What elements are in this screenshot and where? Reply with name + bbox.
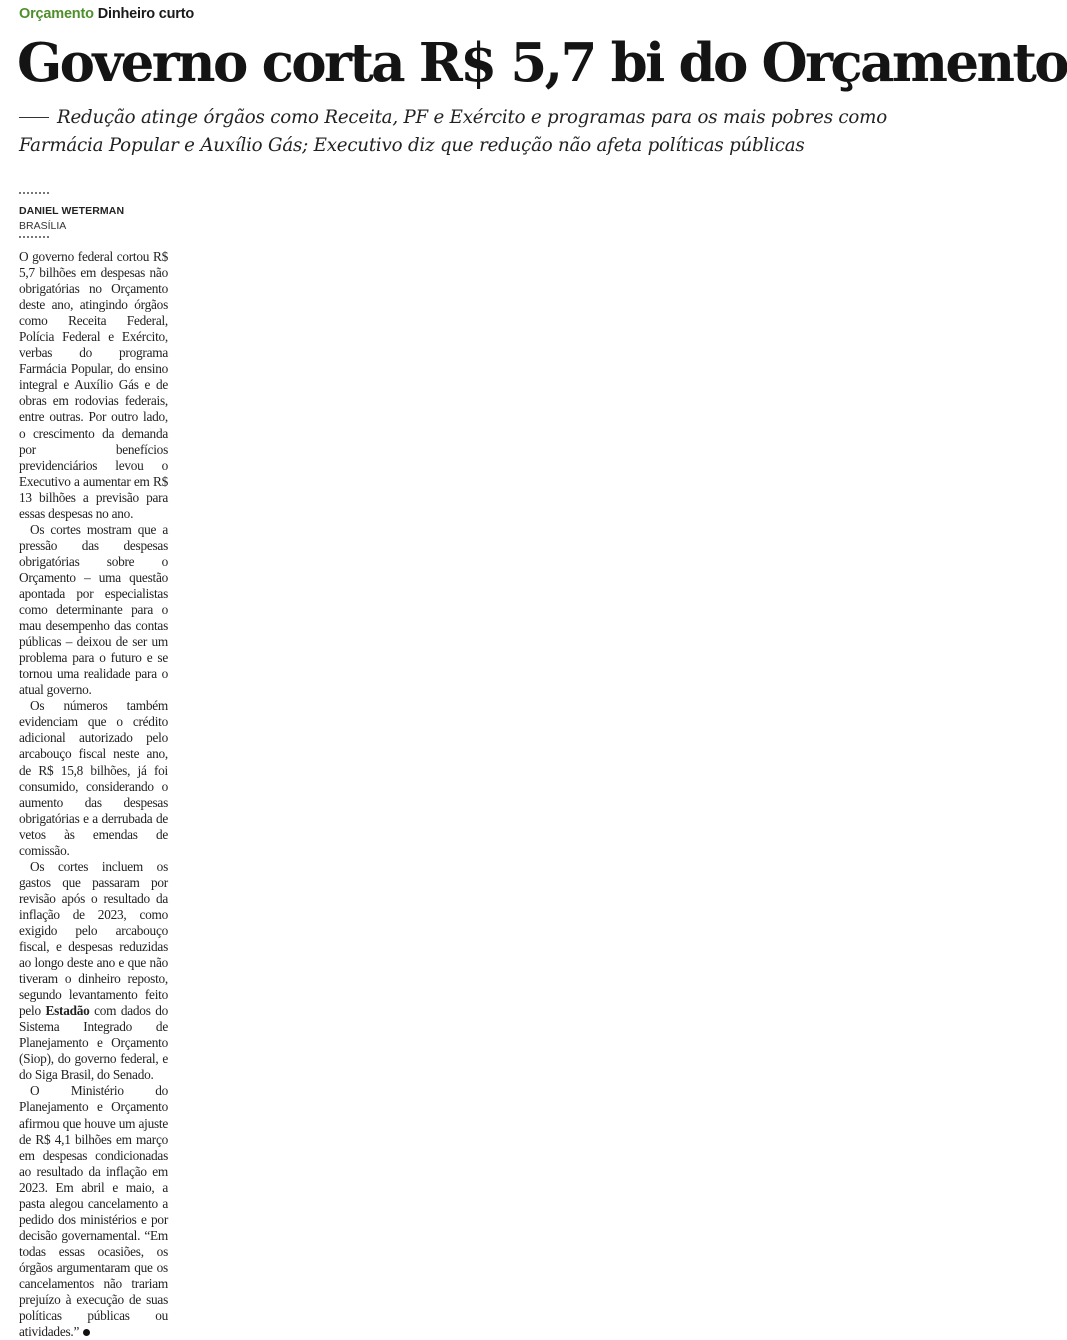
- byline-author: DANIEL WETERMAN: [19, 205, 125, 217]
- kicker: [19, 6, 194, 22]
- topic-label: Dinheiro curto: [97, 6, 195, 22]
- paragraph-text: Os cortes incluem os gastos que passaram por revisão após o resultado da inflação de 2023, como exigido pelo arcabouço fiscal, e despesas reduzidas ao longo deste ano e que não tiveram o dinheiro reposto, segundo levantamento feito pelo: [19, 858, 168, 1019]
- byline-divider-bottom: [19, 236, 49, 238]
- paragraph: [19, 859, 168, 1084]
- paragraph: Os números também evidenciam que o crédito adicional autorizado pelo arcabouço fiscal neste ano, de R$ 15,8 bilhões, já foi consumido, considerando o aumento das despesas obrigatórias e a derrubada de vetos às emendas de comissão.: [19, 698, 168, 858]
- paragraph-text: O Ministério do Planejamento e Orçamento afirmou que houve um ajuste de R$ 4,1 bilhões em março em despesas condicionadas ao resultado da inflação em 2023. Em abril e maio, a pasta alegou cancelamento a pedido dos ministérios e por decisão governamental. “Em todas essas ocasiões, os órgãos argumentaram que os cancelamentos não trariam prejuízo à execução de suas políticas públicas ou atividades.”: [19, 1083, 168, 1340]
- deck-dash: [19, 117, 49, 118]
- paragraph: O governo federal cortou R$ 5,7 bilhões em despesas não obrigatórias no Orçamento deste ano, atingindo órgãos como Receita Federal, Polícia Federal e Exército, verbas do programa Farmácia Popular, do ensino integral e Auxílio Gás e de obras em rodovias federais, entre outras. Por outro lado, o crescimento da demanda por benefícios previdenciários levou o Executivo a aumentar em R$ 13 bilhões a previsão para essas despesas no ano.: [19, 249, 168, 521]
- paragraph-text: com dados do Sistema Integrado de Planejamento e Orçamento (Siop), do governo federal, e do Siga Brasil, do Senado.: [19, 1003, 169, 1083]
- brand-name: Estadão: [45, 1003, 90, 1019]
- byline-divider-top: [19, 192, 49, 194]
- article-body: [19, 249, 168, 1340]
- deck-text: Redução atinge órgãos como Receita, PF e Exército e programas para os mais pobres como Farmácia Popular e Auxílio Gás; Executivo diz que redução não afeta políticas públicas: [19, 107, 887, 156]
- deck: [19, 104, 899, 160]
- section-label[interactable]: Orçamento: [19, 6, 94, 22]
- paragraph: [19, 1083, 168, 1340]
- paragraph: Os cortes mostram que a pressão das despesas obrigatórias sobre o Orçamento – uma questão apontada por especialistas como determinante para o mau desempenho das contas públicas – deixou de ser um problema para o futuro e se tornou uma realidade para o atual governo.: [19, 521, 168, 698]
- end-of-article-icon: [83, 1329, 90, 1336]
- headline: Governo corta R$ 5,7 bi do Orçamento: [17, 32, 1067, 94]
- byline-location: BRASÍLIA: [19, 220, 67, 232]
